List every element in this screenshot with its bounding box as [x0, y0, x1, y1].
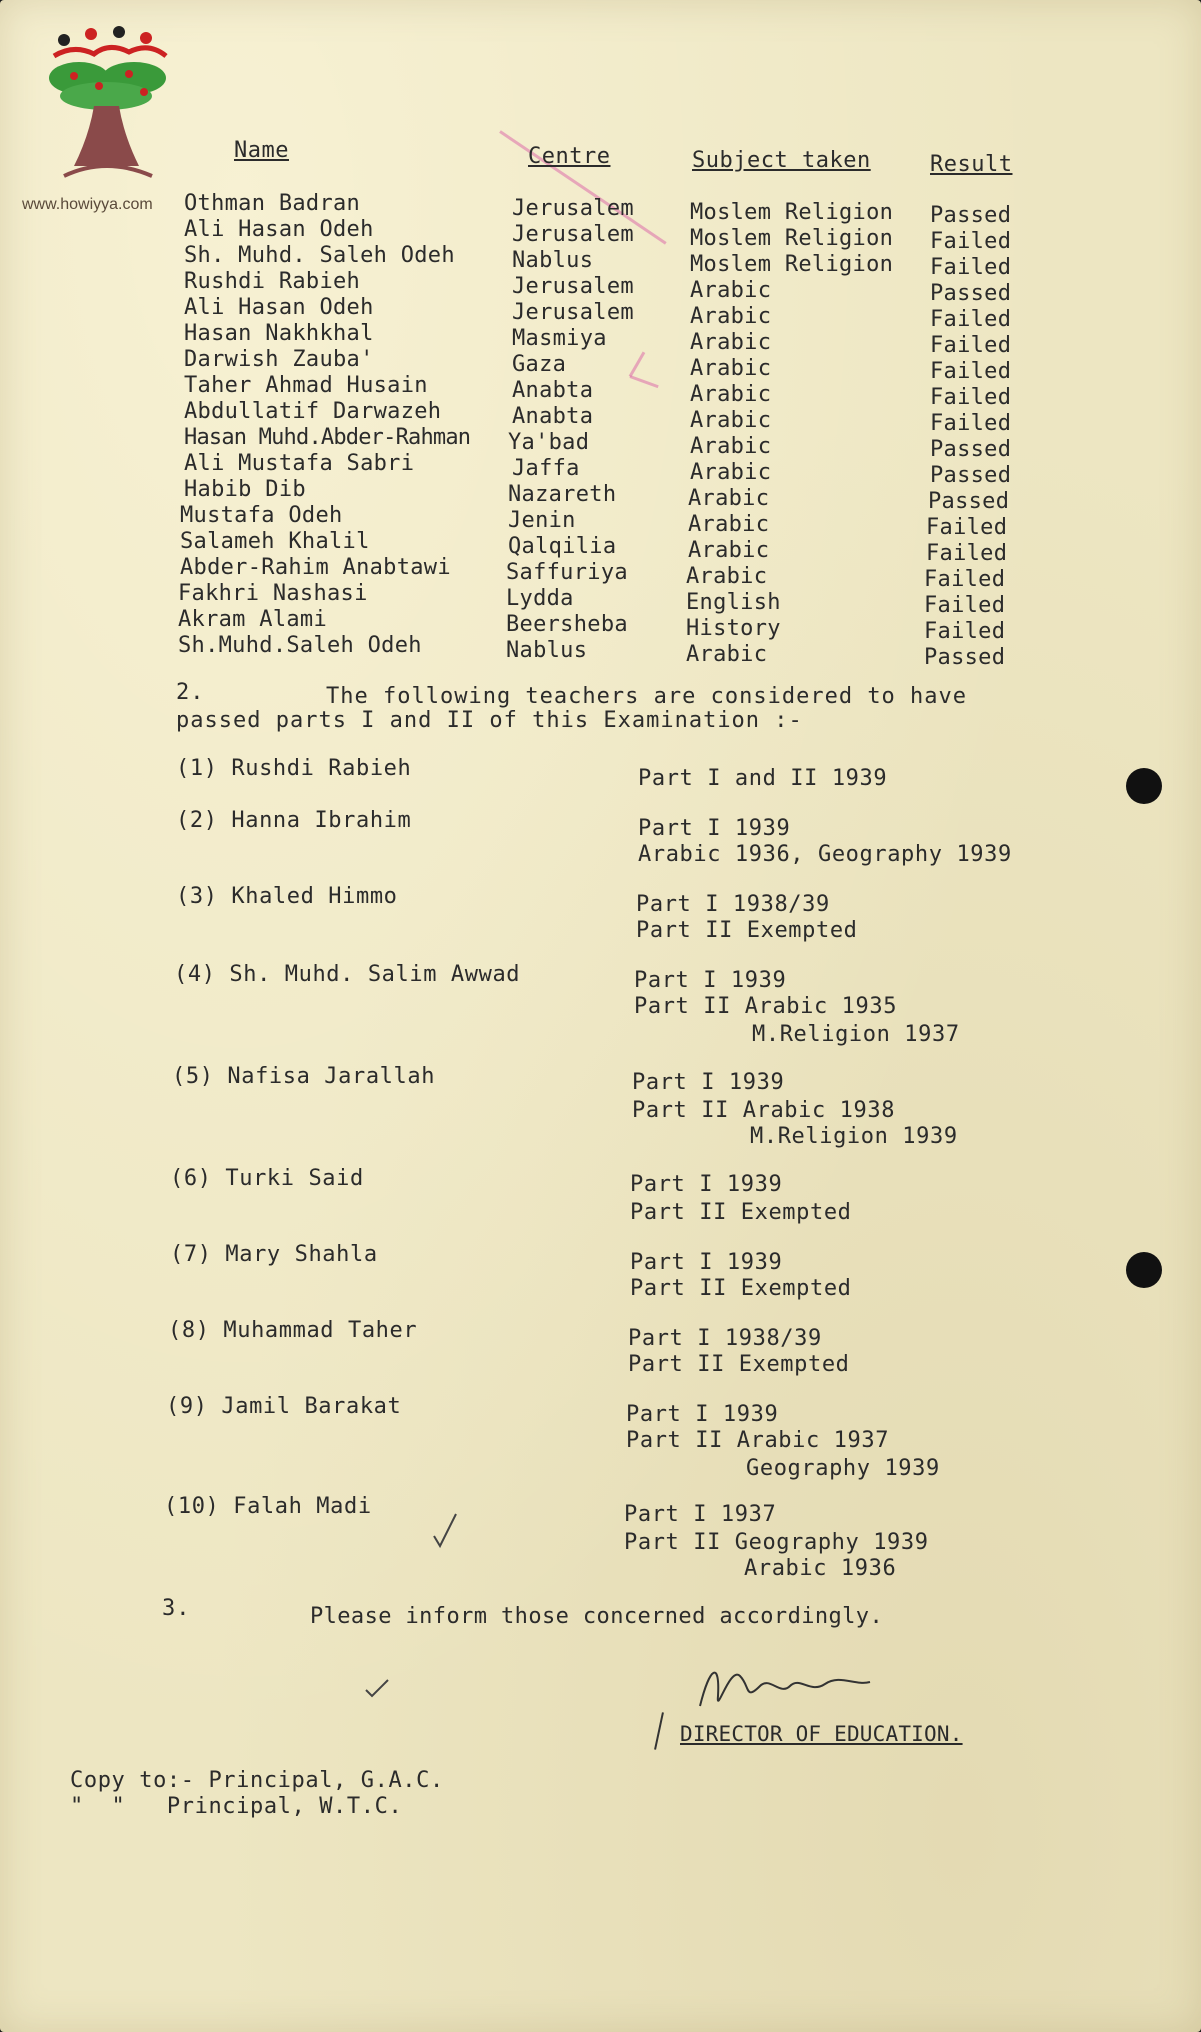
- row-result: Failed: [926, 541, 1008, 566]
- teacher-detail: Part I 1939: [638, 816, 791, 841]
- row-centre: Masmiya: [512, 326, 607, 351]
- section-2-line-2: passed parts I and II of this Examination :-: [176, 708, 803, 733]
- row-subject: Arabic: [690, 330, 772, 355]
- row-name: Ali Hasan Odeh: [184, 295, 374, 320]
- row-result: Failed: [924, 619, 1006, 644]
- row-centre: Beersheba: [506, 612, 628, 637]
- row-name: Taher Ahmad Husain: [184, 373, 428, 398]
- row-subject: Arabic: [686, 564, 768, 589]
- teacher-name: (10) Falah Madi: [164, 1494, 372, 1519]
- pencil-mark: [629, 375, 658, 388]
- teacher-name: (6) Turki Said: [170, 1166, 364, 1191]
- teacher-detail: Arabic 1936: [744, 1556, 897, 1581]
- row-result: Passed: [930, 281, 1012, 306]
- row-result: Passed: [930, 203, 1012, 228]
- row-name: Ali Hasan Odeh: [184, 217, 374, 242]
- teacher-detail: Part II Arabic 1935: [634, 994, 898, 1019]
- teacher-name: (3) Khaled Himmo: [176, 884, 398, 909]
- row-result: Passed: [930, 437, 1012, 462]
- row-name: Hasan Nakhkhal: [184, 321, 374, 346]
- row-name: Sh.Muhd.Saleh Odeh: [178, 633, 422, 658]
- row-subject: Arabic: [688, 486, 770, 511]
- section-2-number: 2.: [176, 680, 205, 705]
- row-subject: Arabic: [690, 356, 772, 381]
- row-centre: Lydda: [506, 586, 574, 611]
- watermark-url: www.howiyya.com: [22, 196, 153, 213]
- row-subject: History: [686, 616, 781, 641]
- row-centre: Jerusalem: [512, 274, 634, 299]
- row-centre: Ya'bad: [508, 430, 590, 455]
- row-result: Failed: [924, 567, 1006, 592]
- row-centre: Jenin: [508, 508, 576, 533]
- row-name: Fakhri Nashasi: [178, 581, 368, 606]
- teacher-name: (5) Nafisa Jarallah: [172, 1064, 436, 1089]
- row-subject: Arabic: [690, 460, 772, 485]
- header-result: Result: [930, 152, 1013, 177]
- section-2-line-1: The following teachers are considered to have: [326, 684, 968, 709]
- teacher-detail: Part I 1938/39: [628, 1326, 822, 1351]
- row-subject: Arabic: [690, 408, 772, 433]
- row-result: Passed: [924, 645, 1006, 670]
- row-centre: Saffuriya: [506, 560, 628, 585]
- row-subject: Moslem Religion: [690, 226, 894, 251]
- teacher-detail: M.Religion 1937: [752, 1022, 960, 1047]
- teacher-detail: Part I 1939: [630, 1250, 783, 1275]
- teacher-detail: Part II Exempted: [630, 1200, 852, 1225]
- row-centre: Jerusalem: [512, 222, 634, 247]
- teacher-detail: Part I 1939: [626, 1402, 779, 1427]
- row-result: Passed: [930, 463, 1012, 488]
- signature-title: DIRECTOR OF EDUCATION.: [680, 1722, 963, 1746]
- check-mark-icon: [430, 1510, 460, 1550]
- teacher-detail: Geography 1939: [746, 1456, 940, 1481]
- teacher-detail: Part I 1939: [634, 968, 787, 993]
- row-centre: Nablus: [506, 638, 588, 663]
- header-name: Name: [234, 138, 289, 163]
- row-result: Failed: [930, 385, 1012, 410]
- row-centre: Anabta: [512, 404, 594, 429]
- row-name: Habib Dib: [184, 477, 306, 502]
- teacher-detail: Part I 1938/39: [636, 892, 830, 917]
- row-subject: Arabic: [688, 512, 770, 537]
- row-name: Abdullatif Darwazeh: [184, 399, 442, 424]
- punch-hole: [1126, 768, 1162, 804]
- row-name: Hasan Muhd.Abder-Rahman: [184, 425, 471, 450]
- teacher-name: (4) Sh. Muhd. Salim Awwad: [174, 962, 521, 987]
- teacher-detail: Part I 1939: [630, 1172, 783, 1197]
- teacher-name: (1) Rushdi Rabieh: [176, 756, 412, 781]
- copy-to-line-2: " " Principal, W.T.C.: [70, 1794, 403, 1819]
- row-subject: Arabic: [690, 382, 772, 407]
- row-result: Failed: [930, 411, 1012, 436]
- section-3-number: 3.: [162, 1596, 191, 1621]
- row-result: Failed: [926, 515, 1008, 540]
- row-subject: Moslem Religion: [690, 252, 894, 277]
- teacher-detail: Part II Arabic 1937: [626, 1428, 890, 1453]
- teacher-detail: Arabic 1936, Geography 1939: [638, 842, 1012, 867]
- row-name: Akram Alami: [178, 607, 327, 632]
- teacher-detail: Part II Arabic 1938: [632, 1098, 896, 1123]
- row-name: Mustafa Odeh: [180, 503, 343, 528]
- row-subject: Arabic: [690, 278, 772, 303]
- row-centre: Gaza: [512, 352, 567, 377]
- teacher-detail: Part II Exempted: [628, 1352, 850, 1377]
- copy-to-line-1: Copy to:- Principal, G.A.C.: [70, 1768, 444, 1793]
- teacher-name: (8) Muhammad Taher: [168, 1318, 418, 1343]
- row-centre: Jaffa: [512, 456, 580, 481]
- teacher-detail: Part II Exempted: [630, 1276, 852, 1301]
- row-subject: Arabic: [690, 434, 772, 459]
- row-name: Darwish Zauba': [184, 347, 374, 372]
- row-centre: Jerusalem: [512, 300, 634, 325]
- teacher-detail: M.Religion 1939: [750, 1124, 958, 1149]
- teacher-detail: Part I 1937: [624, 1502, 777, 1527]
- row-name: Salameh Khalil: [180, 529, 370, 554]
- row-name: Othman Badran: [184, 191, 361, 216]
- row-result: Failed: [930, 307, 1012, 332]
- row-result: Failed: [930, 255, 1012, 280]
- header-subject: Subject taken: [692, 148, 871, 173]
- section-3-text: Please inform those concerned accordingly.: [310, 1604, 884, 1629]
- signature-icon: [690, 1656, 880, 1716]
- row-centre: Jerusalem: [512, 196, 634, 221]
- check-mark-icon: [364, 1676, 390, 1700]
- row-centre: Anabta: [512, 378, 594, 403]
- teacher-detail: Part I and II 1939: [638, 766, 888, 791]
- teacher-name: (7) Mary Shahla: [170, 1242, 378, 1267]
- tree-logo-icon: [44, 26, 174, 196]
- teacher-detail: Part II Geography 1939: [624, 1530, 929, 1555]
- punch-hole: [1126, 1252, 1162, 1288]
- row-name: Rushdi Rabieh: [184, 269, 361, 294]
- row-subject: Arabic: [686, 642, 768, 667]
- teacher-name: (9) Jamil Barakat: [166, 1394, 402, 1419]
- teacher-name: (2) Hanna Ibrahim: [176, 808, 412, 833]
- row-result: Failed: [930, 333, 1012, 358]
- row-subject: English: [686, 590, 781, 615]
- pencil-mark: [654, 1712, 664, 1750]
- row-result: Failed: [930, 359, 1012, 384]
- teacher-detail: Part I 1939: [632, 1070, 785, 1095]
- row-result: Passed: [928, 489, 1010, 514]
- teacher-detail: Part II Exempted: [636, 918, 858, 943]
- row-subject: Arabic: [688, 538, 770, 563]
- row-centre: Qalqilia: [508, 534, 617, 559]
- row-centre: Nazareth: [508, 482, 617, 507]
- row-name: Abder-Rahim Anabtawi: [180, 555, 451, 580]
- row-name: Sh. Muhd. Saleh Odeh: [184, 243, 455, 268]
- row-subject: Arabic: [690, 304, 772, 329]
- pencil-mark: [629, 352, 646, 378]
- row-result: Failed: [930, 229, 1012, 254]
- row-centre: Nablus: [512, 248, 594, 273]
- header-centre: Centre: [528, 144, 611, 169]
- row-name: Ali Mustafa Sabri: [184, 451, 415, 476]
- row-subject: Moslem Religion: [690, 200, 894, 225]
- row-result: Failed: [924, 593, 1006, 618]
